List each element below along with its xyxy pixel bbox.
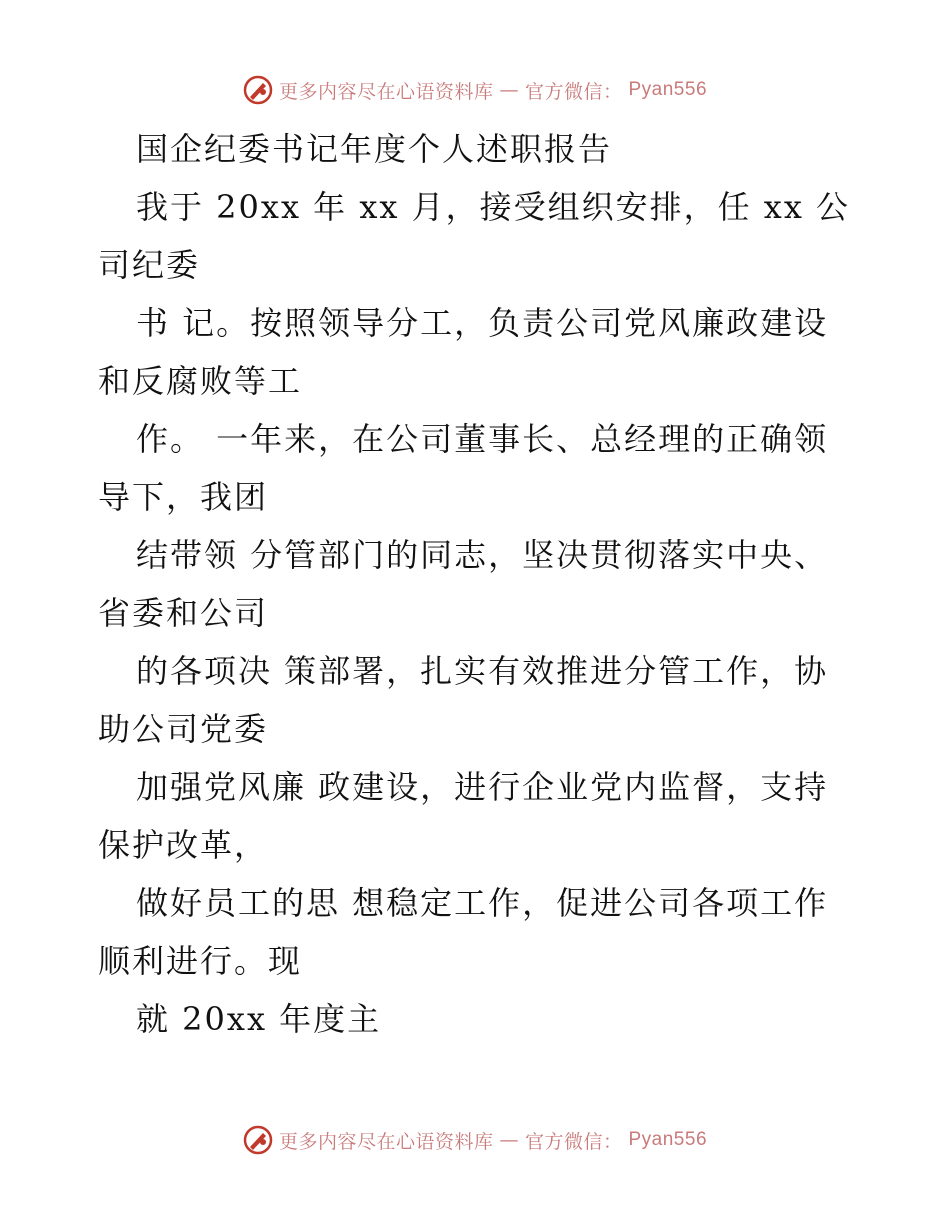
watermark-text: 更多内容尽在心语资料库 — [278, 1130, 494, 1153]
watermark-wechat-id: Pyan556 — [628, 1129, 708, 1150]
watermark-wechat-label: 官方微信： — [524, 1130, 623, 1153]
document-line: 加强党风廉 政建设，进行企业党内监督，支持 — [136, 768, 829, 806]
document-title: 国企纪委书记年度个人述职报告 — [136, 130, 613, 168]
document-line: 我于 20xx 年 xx 月，接受组织安排，任 xx 公 — [136, 188, 851, 226]
document-line: 就 20xx 年度主 — [136, 1000, 382, 1038]
watermark-text: 更多内容尽在心语资料库 — [278, 80, 494, 103]
document-line: 助公司党委 — [98, 710, 269, 748]
watermark-wechat-id: Pyan556 — [628, 79, 708, 100]
watermark-wechat-label: 官方微信： — [524, 80, 623, 103]
watermark-footer — [0, 1120, 950, 1160]
document-body — [98, 120, 858, 1048]
document-line: 导下，我团 — [98, 478, 269, 516]
document-line: 做好员工的思 想稳定工作，促进公司各项工作 — [136, 884, 829, 922]
pen-logo-icon — [243, 1125, 273, 1155]
document-line: 的各项决 策部署，扎实有效推进分管工作，协 — [136, 652, 829, 690]
document-line: 作。 一年来，在公司董事长、总经理的正确领 — [136, 420, 829, 458]
document-line: 结带领 分管部门的同志，坚决贯彻落实中央、 — [136, 536, 829, 574]
watermark-separator: — — [499, 1129, 519, 1151]
watermark-header — [0, 70, 950, 110]
document-line: 书 记。按照领导分工，负责公司党风廉政建设 — [136, 304, 829, 342]
document-line: 司纪委 — [98, 246, 201, 284]
document-line: 保护改革， — [98, 826, 269, 864]
document-line: 省委和公司 — [98, 594, 269, 632]
watermark-separator: — — [499, 79, 519, 101]
document-line: 和反腐败等工 — [98, 362, 303, 400]
pen-logo-icon — [243, 75, 273, 105]
document-line: 顺利进行。现 — [98, 942, 303, 980]
